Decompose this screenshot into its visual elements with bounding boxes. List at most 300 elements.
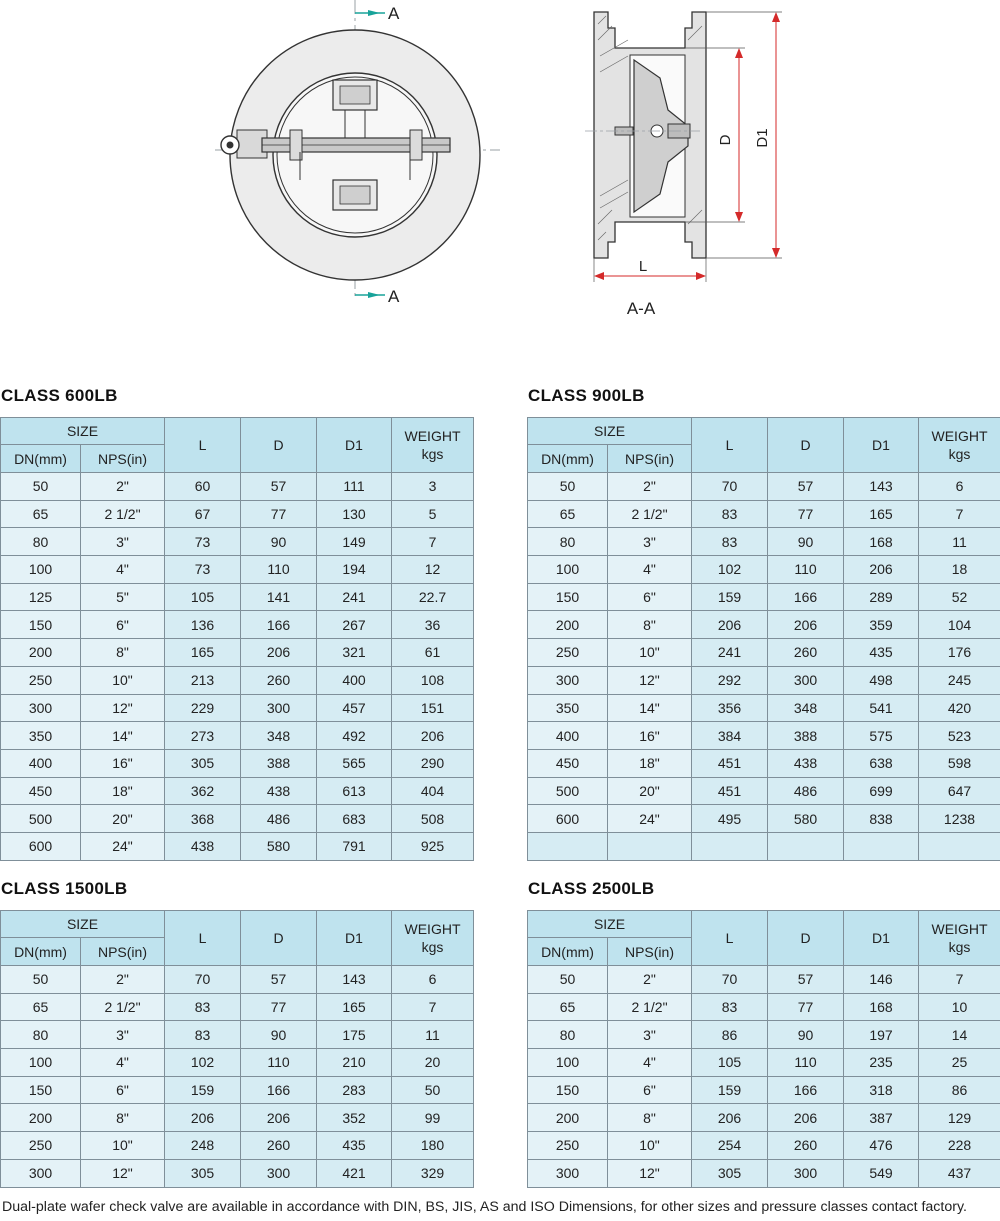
nps-header: NPS(in) [81, 445, 165, 473]
nps-cell: 5" [81, 583, 165, 611]
dn-cell: 200 [528, 611, 608, 639]
blank-cell [608, 832, 692, 860]
d1-cell: 283 [317, 1076, 392, 1104]
d-cell: 300 [241, 694, 317, 722]
weight-cell: 25 [919, 1049, 1000, 1077]
d-cell: 77 [241, 500, 317, 528]
class-2500-title: CLASS 2500LB [528, 879, 655, 898]
d-cell: 300 [768, 666, 844, 694]
dn-cell: 65 [1, 500, 81, 528]
d1-cell: 565 [317, 749, 392, 777]
class-600-title: CLASS 600LB [1, 386, 118, 405]
d1-cell: 613 [317, 777, 392, 805]
d1-cell: 130 [317, 500, 392, 528]
l-cell: 292 [692, 666, 768, 694]
table-row [528, 694, 1000, 722]
d1-cell: 267 [317, 611, 392, 639]
d1-cell: 146 [844, 966, 919, 994]
d1-cell: 149 [317, 528, 392, 556]
weight-header-label: WEIGHT [931, 428, 988, 444]
d1-cell: 168 [844, 993, 919, 1021]
d-cell: 388 [241, 749, 317, 777]
d-cell: 206 [768, 611, 844, 639]
weight-unit-label: kgs [948, 446, 971, 462]
nps-cell: 14" [81, 722, 165, 750]
dn-cell: 150 [1, 611, 81, 639]
weight-unit-label: kgs [421, 939, 444, 955]
l-cell: 102 [165, 1049, 241, 1077]
l-header: L [692, 418, 768, 473]
nps-cell: 3" [608, 528, 692, 556]
table-row [1, 993, 474, 1021]
table-row [528, 805, 1000, 833]
nps-cell: 10" [608, 639, 692, 667]
d-cell: 110 [768, 556, 844, 584]
weight-cell: 5 [392, 500, 474, 528]
table-row [1, 1021, 474, 1049]
table-row [528, 993, 1000, 1021]
nps-cell: 4" [608, 1049, 692, 1077]
weight-cell: 18 [919, 556, 1000, 584]
d-cell: 166 [241, 611, 317, 639]
nps-cell: 4" [81, 1049, 165, 1077]
l-cell: 495 [692, 805, 768, 833]
dn-cell: 100 [1, 1049, 81, 1077]
nps-header: NPS(in) [608, 938, 692, 966]
d-cell: 388 [768, 722, 844, 750]
class-1500-title: CLASS 1500LB [1, 879, 128, 898]
table-row [528, 966, 1000, 994]
d1-cell: 476 [844, 1132, 919, 1160]
table-row [1, 1159, 474, 1187]
table-row [528, 1021, 1000, 1049]
dn-cell: 80 [528, 1021, 608, 1049]
table-row [1, 694, 474, 722]
nps-cell: 8" [81, 1104, 165, 1132]
l-cell: 83 [165, 993, 241, 1021]
table-row [528, 1076, 1000, 1104]
l-cell: 206 [692, 1104, 768, 1132]
d-cell: 141 [241, 583, 317, 611]
l-cell: 73 [165, 528, 241, 556]
table-row [1, 832, 474, 860]
nps-cell: 6" [81, 611, 165, 639]
weight-cell: 437 [919, 1159, 1000, 1187]
l-cell: 83 [692, 528, 768, 556]
l-cell: 86 [692, 1021, 768, 1049]
nps-cell: 4" [608, 556, 692, 584]
weight-cell: 151 [392, 694, 474, 722]
nps-header: NPS(in) [81, 938, 165, 966]
blank-cell [528, 832, 608, 860]
class-900-table [527, 417, 1000, 861]
header-row [528, 418, 1000, 445]
table-row [1, 1076, 474, 1104]
nps-cell: 2" [608, 966, 692, 994]
dn-header: DN(mm) [1, 938, 81, 966]
d-cell: 206 [768, 1104, 844, 1132]
l-cell: 248 [165, 1132, 241, 1160]
table-row [1, 473, 474, 501]
table-row [1, 556, 474, 584]
d1-cell: 318 [844, 1076, 919, 1104]
dn-cell: 80 [1, 528, 81, 556]
d-cell: 57 [241, 966, 317, 994]
d-cell: 300 [768, 1159, 844, 1187]
size-header: SIZE [1, 911, 165, 938]
weight-header-label: WEIGHT [404, 921, 461, 937]
nps-cell: 3" [81, 1021, 165, 1049]
table-row [528, 556, 1000, 584]
weight-header-label: WEIGHT [404, 428, 461, 444]
nps-cell: 2 1/2" [608, 500, 692, 528]
weight-header [919, 911, 1000, 966]
table-row [1, 639, 474, 667]
nps-cell: 6" [608, 1076, 692, 1104]
dn-header: DN(mm) [528, 938, 608, 966]
weight-cell: 7 [392, 993, 474, 1021]
l-cell: 206 [165, 1104, 241, 1132]
table-row [1, 1104, 474, 1132]
l-cell: 60 [165, 473, 241, 501]
weight-cell: 523 [919, 722, 1000, 750]
l-cell: 105 [165, 583, 241, 611]
d-cell: 300 [241, 1159, 317, 1187]
l-cell: 136 [165, 611, 241, 639]
d-header: D [768, 418, 844, 473]
nps-cell: 6" [608, 583, 692, 611]
weight-cell: 22.7 [392, 583, 474, 611]
weight-cell: 10 [919, 993, 1000, 1021]
dn-cell: 80 [1, 1021, 81, 1049]
d-cell: 486 [241, 805, 317, 833]
weight-header [392, 418, 474, 473]
table-row [1, 528, 474, 556]
d-cell: 438 [241, 777, 317, 805]
weight-header [392, 911, 474, 966]
weight-cell: 11 [919, 528, 1000, 556]
dn-cell: 100 [1, 556, 81, 584]
class-900-title: CLASS 900LB [528, 386, 645, 405]
table-row [1, 1049, 474, 1077]
weight-cell: 206 [392, 722, 474, 750]
blank-cell [692, 832, 768, 860]
d-header: D [768, 911, 844, 966]
weight-cell: 245 [919, 666, 1000, 694]
nps-cell: 2 1/2" [81, 993, 165, 1021]
dn-cell: 65 [1, 993, 81, 1021]
weight-cell: 7 [919, 966, 1000, 994]
d1-cell: 210 [317, 1049, 392, 1077]
dn-cell: 500 [1, 805, 81, 833]
d-cell: 90 [241, 1021, 317, 1049]
dn-cell: 500 [528, 777, 608, 805]
d1-cell: 435 [844, 639, 919, 667]
d1-cell: 498 [844, 666, 919, 694]
weight-cell: 52 [919, 583, 1000, 611]
nps-cell: 12" [608, 1159, 692, 1187]
size-header: SIZE [528, 911, 692, 938]
weight-cell: 290 [392, 749, 474, 777]
nps-cell: 16" [81, 749, 165, 777]
l-cell: 241 [692, 639, 768, 667]
nps-cell: 12" [81, 694, 165, 722]
class-2500-table [527, 910, 1000, 1188]
blank-row [528, 832, 1000, 860]
d-cell: 348 [768, 694, 844, 722]
dn-cell: 65 [528, 993, 608, 1021]
d-header: D [241, 911, 317, 966]
d1-header: D1 [317, 418, 392, 473]
d-cell: 90 [768, 528, 844, 556]
l-cell: 362 [165, 777, 241, 805]
header-row [1, 418, 474, 445]
dn-cell: 100 [528, 1049, 608, 1077]
nps-cell: 24" [81, 832, 165, 860]
table-row [528, 500, 1000, 528]
dn-header: DN(mm) [528, 445, 608, 473]
d1-cell: 321 [317, 639, 392, 667]
table-row [528, 722, 1000, 750]
dn-cell: 50 [1, 473, 81, 501]
dn-cell: 250 [528, 639, 608, 667]
d-cell: 57 [768, 473, 844, 501]
l-cell: 305 [692, 1159, 768, 1187]
section-view-drawing [585, 12, 782, 282]
dn-cell: 300 [528, 666, 608, 694]
class-1500-table [0, 910, 474, 1188]
nps-cell: 16" [608, 722, 692, 750]
d1-header: D1 [844, 418, 919, 473]
dn-header: DN(mm) [1, 445, 81, 473]
blank-cell [919, 832, 1000, 860]
nps-cell: 24" [608, 805, 692, 833]
table-row [1, 722, 474, 750]
dn-cell: 600 [528, 805, 608, 833]
section-marker-top: A [388, 4, 400, 23]
l-cell: 73 [165, 556, 241, 584]
weight-cell: 7 [392, 528, 474, 556]
dn-cell: 400 [1, 749, 81, 777]
d1-cell: 549 [844, 1159, 919, 1187]
weight-cell: 647 [919, 777, 1000, 805]
nps-cell: 2 1/2" [81, 500, 165, 528]
weight-header [919, 418, 1000, 473]
weight-cell: 86 [919, 1076, 1000, 1104]
weight-cell: 50 [392, 1076, 474, 1104]
d-cell: 348 [241, 722, 317, 750]
d1-cell: 165 [317, 993, 392, 1021]
l-cell: 70 [692, 473, 768, 501]
d-cell: 110 [241, 556, 317, 584]
l-header: L [165, 911, 241, 966]
dn-cell: 100 [528, 556, 608, 584]
dn-cell: 50 [528, 473, 608, 501]
table-row [1, 805, 474, 833]
weight-cell: 6 [919, 473, 1000, 501]
d1-cell: 143 [844, 473, 919, 501]
d-cell: 57 [241, 473, 317, 501]
header-row [1, 911, 474, 938]
d1-cell: 289 [844, 583, 919, 611]
weight-cell: 925 [392, 832, 474, 860]
l-cell: 213 [165, 666, 241, 694]
d1-cell: 457 [317, 694, 392, 722]
nps-cell: 2" [608, 473, 692, 501]
weight-cell: 228 [919, 1132, 1000, 1160]
l-cell: 206 [692, 611, 768, 639]
weight-unit-label: kgs [948, 939, 971, 955]
l-cell: 159 [692, 583, 768, 611]
d-cell: 580 [241, 832, 317, 860]
l-cell: 67 [165, 500, 241, 528]
dn-cell: 400 [528, 722, 608, 750]
nps-cell: 3" [81, 528, 165, 556]
nps-cell: 3" [608, 1021, 692, 1049]
d-cell: 166 [768, 583, 844, 611]
l-cell: 70 [165, 966, 241, 994]
d1-cell: 168 [844, 528, 919, 556]
table-row [528, 1159, 1000, 1187]
d-cell: 90 [241, 528, 317, 556]
table-row [528, 777, 1000, 805]
d1-cell: 387 [844, 1104, 919, 1132]
d1-cell: 575 [844, 722, 919, 750]
weight-cell: 420 [919, 694, 1000, 722]
l-cell: 438 [165, 832, 241, 860]
nps-cell: 8" [608, 611, 692, 639]
d-cell: 166 [241, 1076, 317, 1104]
l-cell: 368 [165, 805, 241, 833]
weight-cell: 108 [392, 666, 474, 694]
nps-cell: 20" [608, 777, 692, 805]
l-cell: 83 [165, 1021, 241, 1049]
d-cell: 90 [768, 1021, 844, 1049]
dn-cell: 250 [1, 666, 81, 694]
dn-cell: 350 [1, 722, 81, 750]
dn-cell: 200 [1, 639, 81, 667]
weight-cell: 104 [919, 611, 1000, 639]
d1-cell: 165 [844, 500, 919, 528]
front-view-drawing [215, 0, 500, 300]
d1-cell: 791 [317, 832, 392, 860]
weight-unit-label: kgs [421, 446, 444, 462]
dn-cell: 80 [528, 528, 608, 556]
d-cell: 206 [241, 639, 317, 667]
d-cell: 77 [768, 993, 844, 1021]
d1-cell: 400 [317, 666, 392, 694]
d-cell: 77 [241, 993, 317, 1021]
l-cell: 451 [692, 777, 768, 805]
table-row [1, 777, 474, 805]
l-cell: 384 [692, 722, 768, 750]
nps-cell: 14" [608, 694, 692, 722]
table-row [1, 666, 474, 694]
nps-cell: 18" [608, 749, 692, 777]
dn-cell: 300 [528, 1159, 608, 1187]
table-row [1, 1132, 474, 1160]
d1-cell: 241 [317, 583, 392, 611]
l-cell: 254 [692, 1132, 768, 1160]
d1-cell: 638 [844, 749, 919, 777]
l-cell: 159 [165, 1076, 241, 1104]
d1-cell: 492 [317, 722, 392, 750]
footnote: Dual-plate wafer check valve are available in accordance with DIN, BS, JIS, AS and ISO Dimensions, for other sizes and pressure classes contact factory. [2, 1199, 967, 1215]
d-cell: 110 [241, 1049, 317, 1077]
weight-header-label: WEIGHT [931, 921, 988, 937]
d1-header: D1 [317, 911, 392, 966]
d1-cell: 197 [844, 1021, 919, 1049]
dn-cell: 65 [528, 500, 608, 528]
nps-cell: 10" [81, 666, 165, 694]
dimension-d-label: D [717, 134, 734, 146]
dn-cell: 150 [528, 1076, 608, 1104]
dn-cell: 300 [1, 694, 81, 722]
weight-cell: 129 [919, 1104, 1000, 1132]
d-cell: 110 [768, 1049, 844, 1077]
d-cell: 260 [241, 666, 317, 694]
l-cell: 70 [692, 966, 768, 994]
valve-drawings [0, 0, 1000, 330]
d-cell: 438 [768, 749, 844, 777]
l-cell: 305 [165, 1159, 241, 1187]
d1-cell: 699 [844, 777, 919, 805]
l-cell: 102 [692, 556, 768, 584]
weight-cell: 36 [392, 611, 474, 639]
dn-cell: 125 [1, 583, 81, 611]
dn-cell: 450 [528, 749, 608, 777]
dn-cell: 150 [1, 1076, 81, 1104]
table-row [528, 473, 1000, 501]
nps-cell: 12" [81, 1159, 165, 1187]
section-caption: A-A [626, 299, 656, 318]
weight-cell: 11 [392, 1021, 474, 1049]
weight-cell: 12 [392, 556, 474, 584]
d-cell: 260 [241, 1132, 317, 1160]
dn-cell: 50 [1, 966, 81, 994]
d1-cell: 143 [317, 966, 392, 994]
weight-cell: 329 [392, 1159, 474, 1187]
d1-cell: 541 [844, 694, 919, 722]
l-cell: 105 [692, 1049, 768, 1077]
dn-cell: 350 [528, 694, 608, 722]
l-cell: 273 [165, 722, 241, 750]
dn-cell: 600 [1, 832, 81, 860]
nps-cell: 18" [81, 777, 165, 805]
weight-cell: 598 [919, 749, 1000, 777]
d-cell: 260 [768, 639, 844, 667]
dn-cell: 50 [528, 966, 608, 994]
weight-cell: 99 [392, 1104, 474, 1132]
table-row [528, 666, 1000, 694]
l-header: L [692, 911, 768, 966]
d-cell: 486 [768, 777, 844, 805]
d1-header: D1 [844, 911, 919, 966]
table-row [528, 1104, 1000, 1132]
section-marker-bottom: A [388, 287, 400, 306]
nps-cell: 2" [81, 473, 165, 501]
nps-cell: 10" [608, 1132, 692, 1160]
l-cell: 83 [692, 993, 768, 1021]
table-row [528, 528, 1000, 556]
table-row [1, 500, 474, 528]
blank-cell [844, 832, 919, 860]
blank-cell [768, 832, 844, 860]
table-row [1, 611, 474, 639]
table-row [528, 583, 1000, 611]
l-cell: 165 [165, 639, 241, 667]
nps-cell: 8" [608, 1104, 692, 1132]
